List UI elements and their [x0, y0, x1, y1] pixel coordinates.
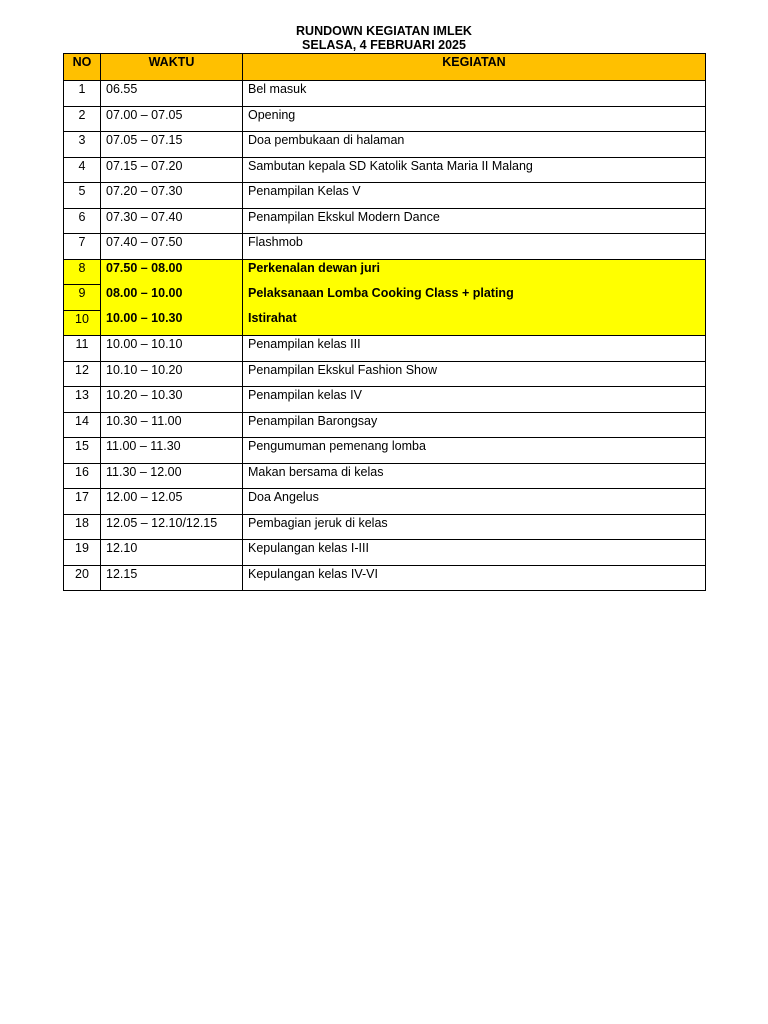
table-row: [64, 514, 706, 540]
document-subtitle: SELASA, 4 FEBRUARI 2025: [302, 38, 466, 52]
row-no: 1: [64, 81, 101, 107]
table-row: [64, 208, 706, 234]
table-row: [64, 234, 706, 260]
table-row: [64, 157, 706, 183]
row-kegiatan: Doa Angelus: [243, 489, 706, 515]
row-no: 7: [64, 234, 101, 260]
row-waktu: 10.00 – 10.30: [101, 310, 243, 336]
row-no: 12: [64, 361, 101, 387]
row-no: 8: [64, 259, 101, 285]
row-no: 9: [64, 285, 101, 311]
table-row: [64, 412, 706, 438]
row-no: 19: [64, 540, 101, 566]
row-waktu: 08.00 – 10.00: [101, 285, 243, 311]
row-waktu: 07.30 – 07.40: [101, 208, 243, 234]
row-waktu: 11.30 – 12.00: [101, 463, 243, 489]
table-header-row: [64, 54, 706, 81]
row-waktu: 07.50 – 08.00: [101, 259, 243, 285]
table-row: [64, 387, 706, 413]
row-kegiatan: Penampilan Ekskul Fashion Show: [243, 361, 706, 387]
row-waktu: 12.00 – 12.05: [101, 489, 243, 515]
document-title: RUNDOWN KEGIATAN IMLEK: [296, 24, 472, 38]
row-kegiatan: Penampilan Ekskul Modern Dance: [243, 208, 706, 234]
row-kegiatan: Istirahat: [243, 310, 706, 336]
table-row: [64, 81, 706, 107]
row-no: 18: [64, 514, 101, 540]
row-no: 16: [64, 463, 101, 489]
row-no: 5: [64, 183, 101, 209]
table-row: [64, 438, 706, 464]
row-no: 20: [64, 565, 101, 591]
rundown-table: [63, 53, 706, 591]
row-no: 6: [64, 208, 101, 234]
row-no: 14: [64, 412, 101, 438]
row-no: 3: [64, 132, 101, 158]
row-kegiatan: Pengumuman pemenang lomba: [243, 438, 706, 464]
table-row-highlighted: [64, 310, 706, 336]
table-row: [64, 463, 706, 489]
row-kegiatan: Sambutan kepala SD Katolik Santa Maria II Malang: [243, 157, 706, 183]
table-row-highlighted: [64, 285, 706, 311]
row-waktu: 12.15: [101, 565, 243, 591]
row-kegiatan: Perkenalan dewan juri: [243, 259, 706, 285]
header-kegiatan: KEGIATAN: [243, 54, 706, 81]
row-kegiatan: Opening: [243, 106, 706, 132]
row-waktu: 07.00 – 07.05: [101, 106, 243, 132]
row-waktu: 11.00 – 11.30: [101, 438, 243, 464]
table-row: [64, 540, 706, 566]
row-waktu: 10.30 – 11.00: [101, 412, 243, 438]
row-kegiatan: Pembagian jeruk di kelas: [243, 514, 706, 540]
table-row: [64, 336, 706, 362]
row-no: 17: [64, 489, 101, 515]
row-kegiatan: Makan bersama di kelas: [243, 463, 706, 489]
table-row: [64, 489, 706, 515]
row-waktu: 10.20 – 10.30: [101, 387, 243, 413]
row-waktu: 06.55: [101, 81, 243, 107]
row-no: 11: [64, 336, 101, 362]
row-waktu: 07.40 – 07.50: [101, 234, 243, 260]
row-no: 2: [64, 106, 101, 132]
row-kegiatan: Flashmob: [243, 234, 706, 260]
row-kegiatan: Penampilan Kelas V: [243, 183, 706, 209]
row-waktu: 10.00 – 10.10: [101, 336, 243, 362]
table-row: [64, 565, 706, 591]
table-row: [64, 361, 706, 387]
row-kegiatan: Bel masuk: [243, 81, 706, 107]
row-waktu: 12.05 – 12.10/12.15: [101, 514, 243, 540]
row-kegiatan: Penampilan kelas IV: [243, 387, 706, 413]
header-no: NO: [64, 54, 101, 81]
header-waktu: WAKTU: [101, 54, 243, 81]
row-waktu: 07.20 – 07.30: [101, 183, 243, 209]
table-row: [64, 183, 706, 209]
row-kegiatan: Penampilan kelas III: [243, 336, 706, 362]
table-row: [64, 132, 706, 158]
row-kegiatan: Doa pembukaan di halaman: [243, 132, 706, 158]
row-no: 13: [64, 387, 101, 413]
table-row: [64, 106, 706, 132]
row-waktu: 12.10: [101, 540, 243, 566]
row-waktu: 10.10 – 10.20: [101, 361, 243, 387]
row-kegiatan: Pelaksanaan Lomba Cooking Class + plating: [243, 285, 706, 311]
row-kegiatan: Kepulangan kelas I-III: [243, 540, 706, 566]
row-kegiatan: Penampilan Barongsay: [243, 412, 706, 438]
row-no: 10: [64, 310, 101, 336]
row-no: 4: [64, 157, 101, 183]
table-row-highlighted: [64, 259, 706, 285]
row-no: 15: [64, 438, 101, 464]
row-waktu: 07.15 – 07.20: [101, 157, 243, 183]
row-waktu: 07.05 – 07.15: [101, 132, 243, 158]
row-kegiatan: Kepulangan kelas IV-VI: [243, 565, 706, 591]
